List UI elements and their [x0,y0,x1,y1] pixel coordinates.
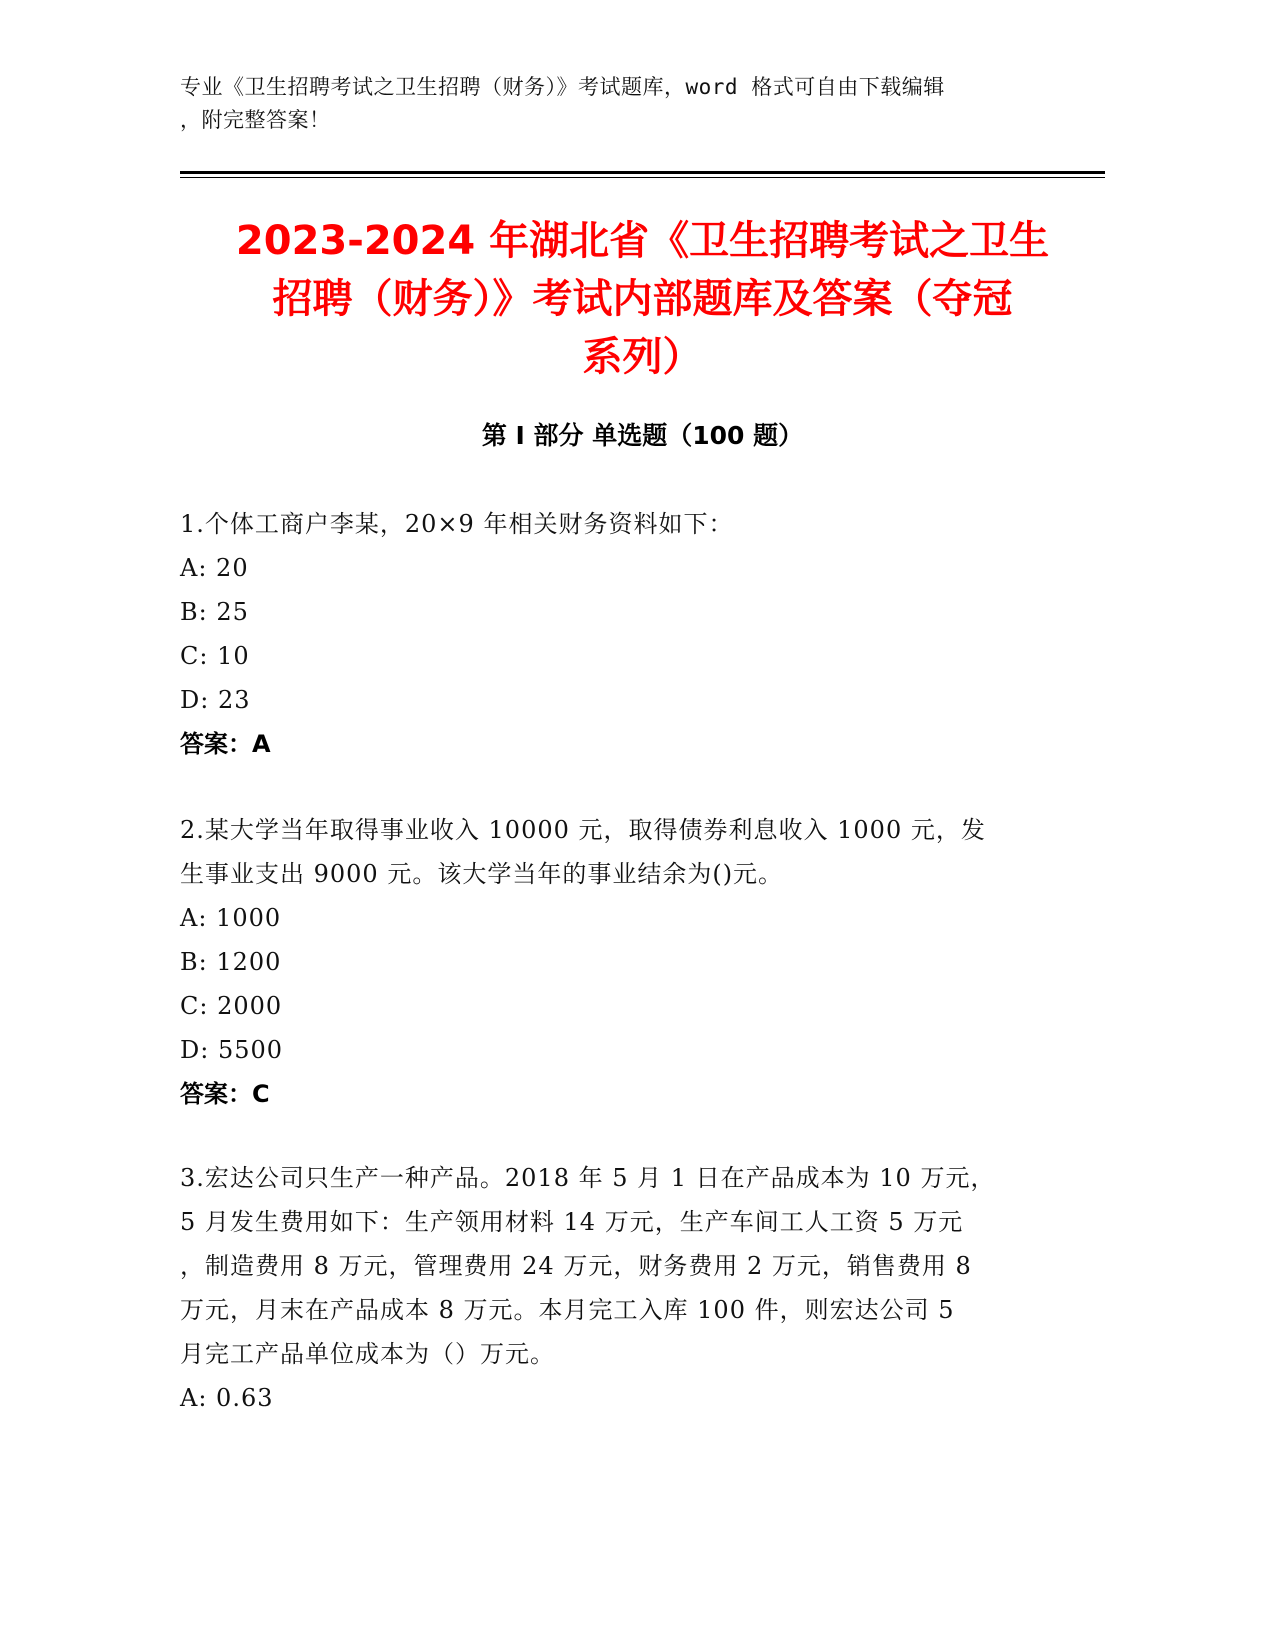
header-note-line-2: ，附完整答案！ [180,108,331,132]
question-stem [180,808,1040,896]
header-note [180,71,1060,137]
option-a: A: 0.63 [180,1384,274,1412]
option-a: A: 1000 [180,904,282,932]
answer-label: 答案： [180,1080,252,1108]
document-title [180,212,1105,386]
option-b: B: 1200 [180,948,282,976]
option-a: A: 20 [180,554,249,582]
question-stem [180,502,1040,546]
header-divider-thin [180,177,1105,178]
question-2 [180,808,1040,1116]
answer-value: C [252,1080,270,1108]
question-stem-line: 万元，月末在产品成本 8 万元。本月完工入库 100 件，则宏达公司 5 [180,1296,955,1324]
question-1 [180,502,1040,766]
answer-value: A [252,730,271,758]
option-b: B: 25 [180,598,249,626]
answer-line [180,722,1040,766]
title-line-1: 2023-2024 年湖北省《卫生招聘考试之卫生 [235,218,1050,264]
option-d: D: 5500 [180,1036,284,1064]
header-divider-thick [180,171,1105,174]
option-c: C: 10 [180,642,250,670]
question-stem [180,1156,1040,1376]
header-note-line-1: 专业《卫生招聘考试之卫生招聘（财务）》考试题库，word 格式可自由下载编辑 [180,75,945,99]
question-stem-line: ，制造费用 8 万元，管理费用 24 万元，财务费用 2 万元，销售费用 8 [180,1252,972,1280]
title-line-3: 系列） [582,334,703,380]
section-heading: 第 I 部分 单选题（100 题） [481,421,804,450]
question-3 [180,1156,1040,1420]
answer-line [180,1072,1040,1116]
question-stem-line: 3.宏达公司只生产一种产品。2018 年 5 月 1 日在产品成本为 10 万元， [180,1164,996,1192]
option-d: D: 23 [180,686,251,714]
answer-label: 答案： [180,730,252,758]
question-stem-line: 生事业支出 9000 元。该大学当年的事业结余为()元。 [180,860,784,888]
question-stem-line: 2.某大学当年取得事业收入 10000 元，取得债券利息收入 1000 元，发 [180,816,986,844]
option-c: C: 2000 [180,992,283,1020]
question-stem-line: 月完工产品单位成本为（）万元。 [180,1340,555,1368]
question-stem-line: 5 月发生费用如下：生产领用材料 14 万元，生产车间工人工资 5 万元 [180,1208,964,1236]
question-stem-line: 1.个体工商户李某，20×9 年相关财务资料如下： [180,510,734,538]
title-line-2: 招聘（财务）》考试内部题库及答案（夺冠 [272,276,1013,322]
